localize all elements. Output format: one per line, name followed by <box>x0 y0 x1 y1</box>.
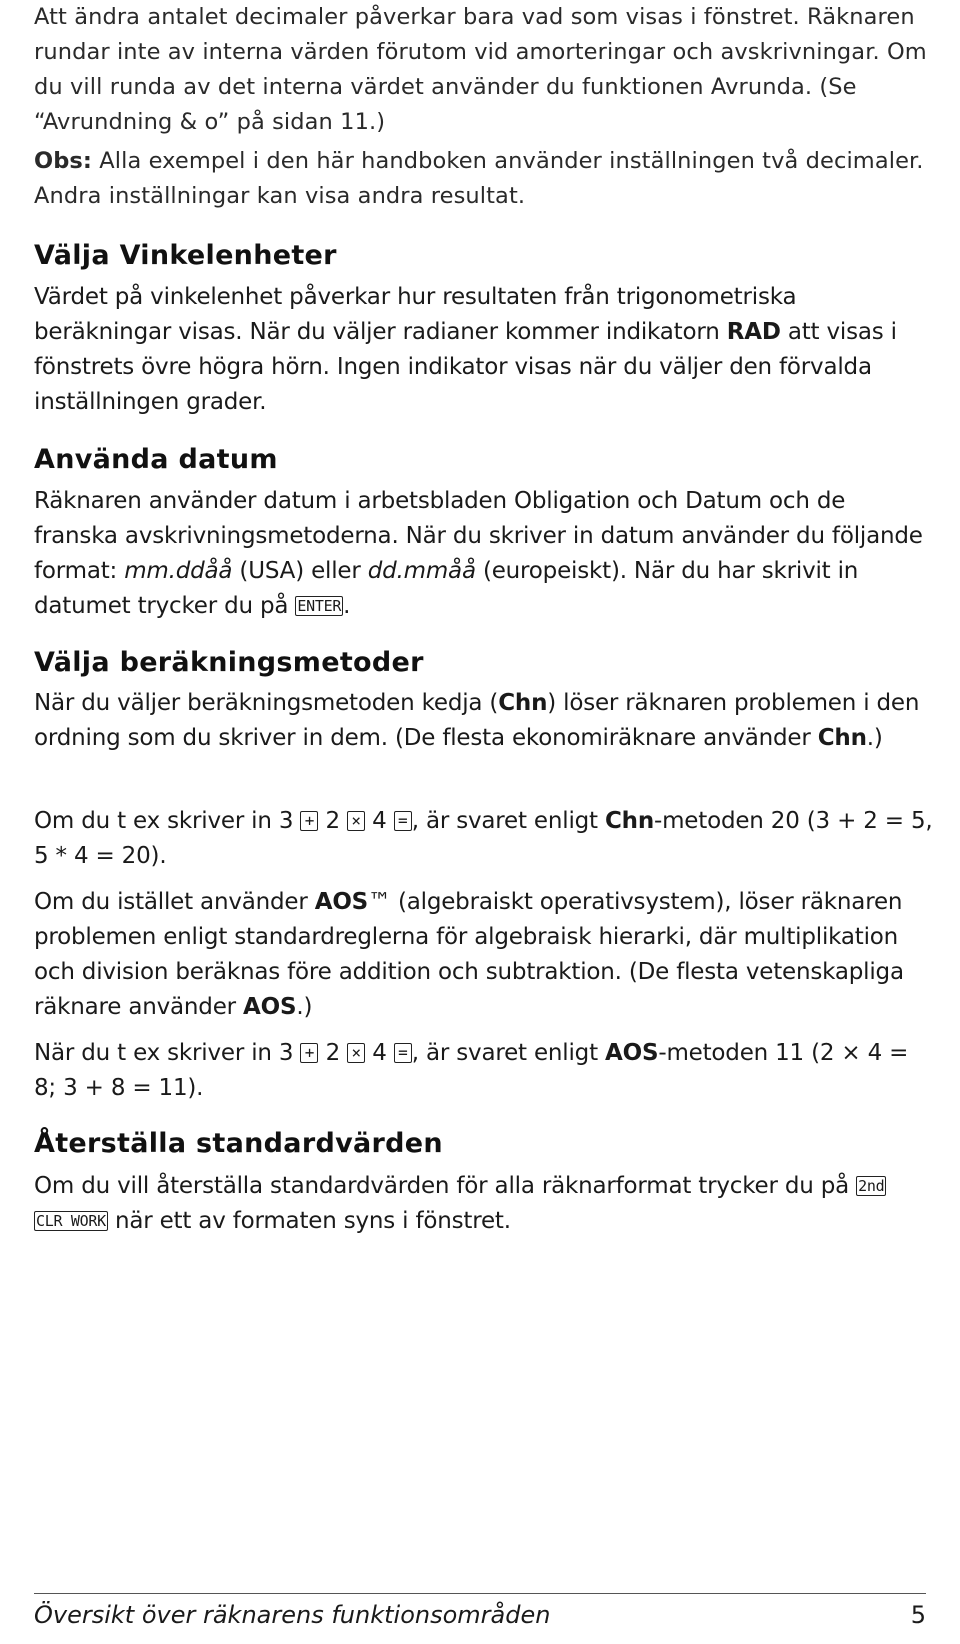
chn-example-text-5: -metoden 20 (3 + 2 = 5, 5 * 4 = 20). <box>34 808 933 869</box>
chn-paragraph <box>34 686 934 756</box>
obs-label: Obs: <box>34 148 93 174</box>
plus-key: + <box>300 811 318 831</box>
intro-paragraph <box>34 0 934 140</box>
reset-text-2: när ett av formaten syns i fönstret. <box>107 1208 511 1234</box>
chn-text-3: .) <box>866 725 883 751</box>
heading-angle-units: Välja Vinkelenheter <box>34 240 337 271</box>
angle-text-2: att visas i fönstrets övre högra hörn. Ingen indikator visas när du väljer den förvalda inställningen grader. <box>34 319 897 415</box>
chn-example-text-3: 4 <box>365 808 394 834</box>
plus-key: + <box>300 1043 318 1063</box>
obs-note <box>34 144 934 214</box>
date-format-eu: dd.mmåå <box>367 558 476 584</box>
heading-dates: Använda datum <box>34 444 278 475</box>
footer-divider <box>34 1593 926 1594</box>
chn-label: Chn <box>498 690 548 716</box>
heading-reset-defaults: Återställa standardvärden <box>34 1128 443 1159</box>
chn-label: Chn <box>817 725 867 751</box>
enter-key: ENTER <box>297 597 342 615</box>
chn-example-text-2: 2 <box>318 808 348 834</box>
chn-text-1: När du väljer beräkningsmetoden kedja ( <box>34 690 499 716</box>
aos-text-1: Om du istället använder <box>34 889 315 915</box>
second-key: 2nd <box>858 1177 885 1195</box>
aos-example-text-3: 4 <box>365 1040 394 1066</box>
footer-section-title: Översikt över räknarens funktionsområden <box>34 1601 551 1629</box>
dates-text-4: . <box>343 593 351 619</box>
angle-text-1: Värdet på vinkelenhet påverkar hur resultaten från trigonometriska beräkningar visas. När du väljer radianer kommer indikatorn <box>34 284 797 345</box>
dates-text-2: (USA) eller <box>232 558 368 584</box>
reset-text-1: Om du vill återställa standardvärden för alla räknarformat trycker du på <box>34 1173 857 1199</box>
equals-key: = <box>394 1043 412 1063</box>
angle-paragraph <box>34 280 934 420</box>
chn-example-text-4: , är svaret enligt <box>411 808 605 834</box>
aos-paragraph <box>34 885 934 1025</box>
chn-example-paragraph <box>34 804 934 874</box>
aos-example-text-2: 2 <box>318 1040 348 1066</box>
times-key: × <box>347 1043 365 1063</box>
date-format-us: mm.ddåå <box>124 558 233 584</box>
aos-text-3: .) <box>296 994 313 1020</box>
aos-label: AOS <box>314 889 369 915</box>
intro-text: Att ändra antalet decimaler påverkar bara vad som visas i fönstret. Räknaren rundar inte av interna värden förutom vid amorteringar och avskrivningar. Om du vill runda av det interna värdet använder du funktionen Avrunda. (Se “Avrundning & o” på sidan 11.) <box>34 4 927 135</box>
chn-label: Chn <box>604 808 654 834</box>
clr-work-key: CLR WORK <box>36 1212 106 1230</box>
aos-label: AOS <box>605 1040 659 1066</box>
dates-text-3: (europeiskt). När du har skrivit in datumet trycker du på <box>34 558 859 619</box>
dates-paragraph <box>34 484 934 624</box>
aos-example-paragraph <box>34 1036 934 1106</box>
rad-indicator: RAD <box>726 319 781 345</box>
aos-label: AOS <box>243 994 297 1020</box>
times-key: × <box>347 811 365 831</box>
reset-paragraph <box>34 1169 934 1239</box>
obs-text: Alla exempel i den här handboken använder inställningen två decimaler. Andra inställningar kan visa andra resultat. <box>34 148 924 209</box>
heading-calc-methods: Välja beräkningsmetoder <box>34 647 424 678</box>
chn-text-2: ) löser räknaren problemen i den ordning som du skriver in dem. (De flesta ekonomiräknare använder <box>34 690 920 751</box>
aos-example-text-1: När du t ex skriver in 3 <box>34 1040 301 1066</box>
aos-text-2: ™ (algebraiskt operativsystem), löser räknaren problemen enligt standardreglerna för algebraisk hierarki, där multiplikation och division beräknas före addition och subtraktion. (De flesta vetenskapliga räknare använder <box>34 889 904 1020</box>
dates-text-1: Räknaren använder datum i arbetsbladen Obligation och Datum och de franska avskrivningsmetoderna. När du skriver in datum använder du följande format: <box>34 488 923 584</box>
equals-key: = <box>394 811 412 831</box>
aos-example-text-5: -metoden 11 (2 × 4 = 8; 3 + 8 = 11). <box>34 1040 909 1101</box>
aos-example-text-4: , är svaret enligt <box>411 1040 606 1066</box>
chn-example-text-1: Om du t ex skriver in 3 <box>34 808 301 834</box>
page-number: 5 <box>910 1601 926 1629</box>
